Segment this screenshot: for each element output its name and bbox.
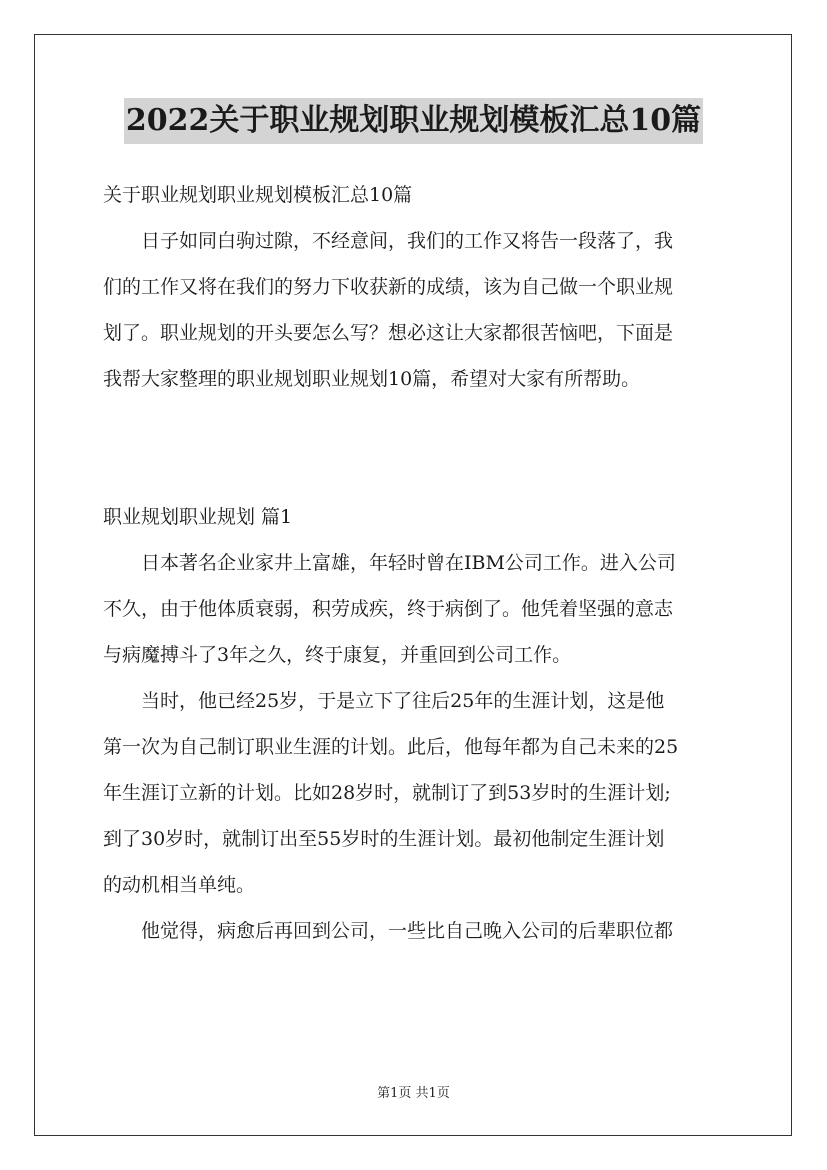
paragraph-line: 他觉得，病愈后再回到公司，一些比自己晚入公司的后辈职位都 [141, 920, 674, 942]
document-title: 2022关于职业规划职业规划模板汇总10篇 [124, 98, 703, 144]
section-heading: 职业规划职业规划 篇1 [103, 506, 293, 528]
document-body [103, 176, 731, 958]
paragraph-line: 我帮大家整理的职业规划职业规划10篇，希望对大家有所帮助。 [103, 368, 641, 390]
paragraph-line: 日本著名企业家井上富雄，年轻时曾在IBM公司工作。进入公司 [141, 552, 676, 574]
spacer [103, 406, 731, 452]
body-paragraph-3 [103, 912, 731, 958]
paragraph-line: 与病魔搏斗了3年之久，终于康复，并重回到公司工作。 [103, 644, 572, 666]
paragraph-line: 第一次为自己制订职业生涯的计划。此后，他每年都为自己未来的25 [103, 736, 679, 758]
title-container [0, 98, 827, 144]
paragraph-line: 划了。职业规划的开头要怎么写？想必这让大家都很苦恼吧，下面是 [103, 322, 674, 344]
paragraph-line: 不久，由于他体质衰弱，积劳成疾，终于病倒了。他凭着坚强的意志 [103, 598, 674, 620]
intro-paragraph [103, 222, 731, 406]
paragraph-line: 日子如同白驹过隙，不经意间，我们的工作又将告一段落了，我 [141, 230, 674, 252]
body-paragraph-2 [103, 682, 731, 912]
paragraph-line: 年生涯订立新的计划。比如28岁时，就制订了到53岁时的生涯计划; [103, 782, 671, 804]
body-paragraph-1 [103, 544, 731, 682]
paragraph-line: 的动机相当单纯。 [103, 874, 256, 896]
paragraph-line: 到了30岁时，就制订出至55岁时的生涯计划。最初他制定生涯计划 [103, 828, 665, 850]
page-footer: 第1页 共1页 [377, 1086, 450, 1101]
spacer [103, 452, 731, 498]
paragraph-line: 们的工作又将在我们的努力下收获新的成绩，该为自己做一个职业规 [103, 276, 674, 298]
paragraph-line: 当时，他已经25岁，于是立下了往后25年的生涯计划，这是他 [141, 690, 665, 712]
document-subtitle: 关于职业规划职业规划模板汇总10篇 [103, 184, 413, 206]
